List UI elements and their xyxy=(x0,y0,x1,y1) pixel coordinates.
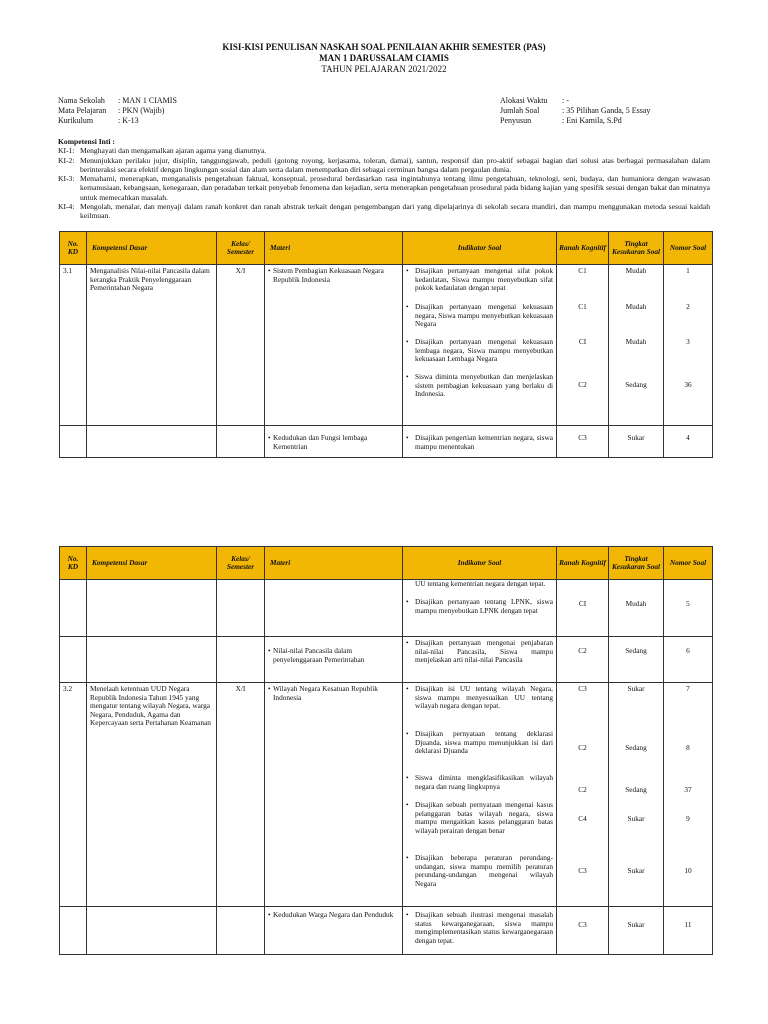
doc-title-line3: TAHUN PELAJARAN 2021/2022 xyxy=(321,64,447,74)
cell-nomor xyxy=(664,265,713,426)
ki-label: KI-2: xyxy=(58,155,75,165)
indikator-text: Siswa diminta mengklasifikasikan wilayah negara dan ruang lingkupnya xyxy=(415,773,553,791)
cell-tingkat: Sukar xyxy=(609,426,664,458)
meta-label: Alokasi Waktu xyxy=(500,96,548,105)
ranah-value: C3 xyxy=(578,866,587,875)
indikator-text: Disajikan pertanyaan mengenai penjabaran nilai-nilai Pancasila, Siswa mampu menjelaskan arti nilai-nilai Pancasila xyxy=(415,638,553,665)
materi-text: Wilayah Negara Kesatuan Republik Indonesia xyxy=(273,684,378,702)
meta-value: : 35 Pilihan Ganda, 5 Essay xyxy=(562,106,651,115)
ranah-value: C1 xyxy=(578,266,587,275)
cell-tingkat: Sedang xyxy=(609,637,664,683)
cell-kelas xyxy=(217,907,265,955)
meta-value: : K-13 xyxy=(118,116,139,125)
ki-item xyxy=(58,156,710,175)
table-row xyxy=(60,907,713,955)
indikator-text: Disajikan sebuah ilustrasi mengenai masalah status kewarganegaraan, siswa mampu mengimplementasikan status kewarganegaraan dengan tepat. xyxy=(415,910,553,945)
tingkat-value: Mudah xyxy=(625,337,647,346)
table-header-row xyxy=(60,547,713,580)
indikator-text: Disajikan pengertian kementrian negara, siswa mampu menentukan xyxy=(415,433,553,451)
ranah-value: C4 xyxy=(578,814,587,823)
ranah-value: C2 xyxy=(578,380,587,389)
nomor-value: 3 xyxy=(686,337,690,346)
col-header-no-kd: No. KD xyxy=(60,547,87,580)
meta-value: : PKN (Wajib) xyxy=(118,106,165,115)
tingkat-value: Sukar xyxy=(627,684,645,693)
ki-label: KI-4: xyxy=(58,202,75,212)
bullet-icon: • xyxy=(406,433,409,442)
cell-no-kd xyxy=(60,426,87,458)
cell-indikator xyxy=(403,637,557,683)
cell-kd xyxy=(87,637,217,683)
doc-title-line2: MAN 1 DARUSSALAM CIAMIS xyxy=(319,53,449,63)
bullet-icon: • xyxy=(406,372,409,381)
nomor-value: 10 xyxy=(684,866,692,875)
nomor-value: 1 xyxy=(686,266,690,275)
bullet-icon: • xyxy=(406,597,409,606)
table-row xyxy=(60,426,713,458)
col-header-no-kd: No. KD xyxy=(60,232,87,265)
ki-item xyxy=(58,174,710,202)
table-header-row xyxy=(60,232,713,265)
bullet-icon: • xyxy=(406,773,409,782)
meta-value: : Eni Kamila, S.Pd xyxy=(562,116,622,125)
nomor-value: 37 xyxy=(684,785,692,794)
cell-kelas xyxy=(217,637,265,683)
col-header-nomor: Nomor Soal xyxy=(664,547,713,580)
cell-ranah xyxy=(557,265,609,426)
table-row xyxy=(60,580,713,637)
col-header-ranah: Ranah Kognitif xyxy=(557,232,609,265)
table-row xyxy=(60,637,713,683)
ki-heading: Kompetensi Inti : xyxy=(58,137,115,146)
materi-text: Nilai-nilai Pancasila dalam penyelenggaraan Pemerintahan xyxy=(273,646,365,664)
bullet-mark: • xyxy=(268,910,271,919)
ranah-value: C2 xyxy=(578,785,587,794)
ranah-value: C1 xyxy=(578,302,587,311)
cell-indikator xyxy=(403,426,557,458)
col-header-kelas: Kelas/ Semester xyxy=(217,547,265,580)
cell-kd xyxy=(87,426,217,458)
ki-text: Mengolah, menalar, dan menyaji dalam ranah konkret dan ranah abstrak terkait dengan pengembangan dari yang dipelajarinya di sekolah secara mandiri, dan mampu menggunakan metoda sesuai kaidah keilmuan. xyxy=(80,202,710,221)
materi-text: Kedudukan Warga Negara dan Penduduk xyxy=(273,910,394,919)
col-header-tingkat: Tingkat Kesukaran Soal xyxy=(609,547,664,580)
cell-tingkat: Mudah xyxy=(609,580,664,637)
meta-label: Jumlah Soal xyxy=(500,106,540,115)
bullet-icon: • xyxy=(406,266,409,275)
ranah-value: CI xyxy=(578,337,587,346)
bullet-mark: • xyxy=(268,433,271,442)
indikator-text: Disajikan isi UU tentang wilayah Negara, siswa mampu menyesuaikan UU tentang wilayah negara dengan tepat. xyxy=(415,684,553,711)
cell-kelas: X/I xyxy=(217,265,265,426)
tingkat-value: Sukar xyxy=(627,814,645,823)
kisi-table-2 xyxy=(59,546,713,955)
cell-nomor: 5 xyxy=(664,580,713,637)
cell-no-kd: 3.1 xyxy=(60,265,87,426)
tingkat-value: Sedang xyxy=(625,743,647,752)
table-row xyxy=(60,683,713,907)
bullet-mark: • xyxy=(268,646,271,655)
bullet-icon: • xyxy=(406,910,409,919)
cell-kelas xyxy=(217,426,265,458)
cell-materi xyxy=(265,265,403,426)
cell-materi xyxy=(265,637,403,683)
cell-kd: Menelaah ketentuan UUD Negara Republik Indonesia Tahun 1945 yang mengatur tentang wilayah Negara, warga Negara, Penduduk, Agama dan Kepercayaan serta Pertahanan Keamanan xyxy=(87,683,217,907)
indikator-text: Disajikan pertanyaan tentang LPNK, siswa mampu menyebutkan LPNK dengan tepat xyxy=(415,597,553,615)
cell-kelas xyxy=(217,580,265,637)
ki-text: Menunjukkan perilaku jujur, disiplin, tanggungjawab, peduli (gotong royong, kerjasama, toleran, damai), santun, responsif dan pro-aktif sebagai bagian dari solusi atas berbagai permasalahan dalam berinteraksi secara efektif dengan lingkungan sosial dan alam serta dalam menempatkan diri sebagai cerminan bangsa dalam pergaulan dunia. xyxy=(80,155,710,174)
meta-value: : MAN 1 CIAMIS xyxy=(118,96,177,105)
tingkat-value: Sukar xyxy=(627,866,645,875)
col-header-kd: Kompetensi Dasar xyxy=(87,547,217,580)
cell-materi xyxy=(265,907,403,955)
cell-ranah: CI xyxy=(557,580,609,637)
ki-label: KI-1: xyxy=(58,146,75,156)
cell-indikator xyxy=(403,907,557,955)
ki-label: KI-3: xyxy=(58,174,75,184)
kisi-table-1 xyxy=(59,231,713,458)
cell-kd: Menganalisis Nilai-nilai Pancasila dalam kerangka Praktik Penyelenggaraan Pemerintahan Negara xyxy=(87,265,217,426)
bullet-icon: • xyxy=(406,302,409,311)
tingkat-value: Mudah xyxy=(625,266,647,275)
meta-label: Kurikulum xyxy=(58,116,94,125)
nomor-value: 7 xyxy=(686,684,690,693)
cell-ranah: C3 xyxy=(557,426,609,458)
meta-right xyxy=(500,96,650,126)
cell-materi xyxy=(265,683,403,907)
tingkat-value: Sedang xyxy=(625,785,647,794)
nomor-value: 9 xyxy=(686,814,690,823)
bullet-icon: • xyxy=(406,729,409,738)
indikator-text: Disajikan pernyataan tentang deklarasi Djuanda, siswa mampu menunjukkan isi dari deklarasi Djuanda xyxy=(415,729,553,756)
ki-text: Menghayati dan mengamalkan ajaran agama yang dianutnya. xyxy=(80,146,267,156)
bullet-icon: • xyxy=(406,684,409,693)
cell-no-kd xyxy=(60,637,87,683)
cell-indikator xyxy=(403,265,557,426)
indikator-text: Disajikan pertanyaan mengenai kekuasaan lembaga negara, Siswa mampu menyebutkan kekuasaan Lembaga Negara xyxy=(415,337,553,364)
bullet-icon: • xyxy=(406,800,409,809)
cell-no-kd: 3.2 xyxy=(60,683,87,907)
cell-tingkat xyxy=(609,683,664,907)
cell-kelas: X/I xyxy=(217,683,265,907)
bullet-mark: • xyxy=(268,266,271,275)
cell-nomor xyxy=(664,683,713,907)
col-header-indikator: Indikator Soal xyxy=(403,232,557,265)
indikator-text: Siswa diminta menyebutkan dan menjelaskan sistem pembagian kekuasaan yang berlaku di Indonesia. xyxy=(415,372,553,399)
col-header-kd: Kompetensi Dasar xyxy=(87,232,217,265)
ranah-value: C3 xyxy=(578,684,587,693)
col-header-tingkat: Tingkat Kesukaran Soal xyxy=(609,232,664,265)
col-header-nomor: Nomor Soal xyxy=(664,232,713,265)
ki-item xyxy=(58,202,710,221)
col-header-materi: Materi xyxy=(265,232,403,265)
ki-text: Memahami, menerapkan, menganalisis pengetahuan faktual, konseptual, prosedural berdasarkan rasa ingintahunya tentang ilmu pengetahuan, teknologi, seni, budaya, dan humaniora dengan wawasan kemanusiaan, kebangsaan, kenegaraan, dan peradaban terkait penyebab fenomena dan kejadian, serta menerapkan pengetahuan prosedural pada bidang kajian yang spesifik sesuai dengan bakat dan minatnya untuk memecahkan masalah. xyxy=(80,174,710,202)
nomor-value: 8 xyxy=(686,743,690,752)
cell-indikator xyxy=(403,683,557,907)
bullet-icon: • xyxy=(406,337,409,346)
tingkat-value: Mudah xyxy=(625,302,647,311)
cell-indikator xyxy=(403,580,557,637)
meta-label: Nama Sekolah xyxy=(58,96,105,105)
cell-no-kd xyxy=(60,580,87,637)
tingkat-value: Sedang xyxy=(625,380,647,389)
meta-left xyxy=(58,96,177,126)
cell-nomor: 6 xyxy=(664,637,713,683)
materi-text: Sistem Pembagian Kekuasaan Negara Republik Indonesia xyxy=(273,266,384,284)
meta-label: Penyusun xyxy=(500,116,532,125)
meta-value: : - xyxy=(562,96,569,105)
cell-ranah: C2 xyxy=(557,637,609,683)
meta-label: Mata Pelajaran xyxy=(58,106,107,115)
indikator-text: Disajikan pertanyaan mengenai sifat pokok kedaulatan, Siswa mampu menyebutkan sifat pokok kedaulatan dengan tepat xyxy=(415,266,553,293)
table-row xyxy=(60,265,713,426)
cell-kd xyxy=(87,580,217,637)
cell-tingkat xyxy=(609,265,664,426)
cell-materi xyxy=(265,580,403,637)
col-header-kelas: Kelas/ Semester xyxy=(217,232,265,265)
materi-text: Kedudukan dan Fungsi lembaga Kementrian xyxy=(273,433,368,451)
bullet-icon: • xyxy=(406,638,409,647)
kompetensi-inti xyxy=(58,137,710,221)
indikator-text: Disajikan beberapa peraturan perundang-undangan, siswa mampu memilih peraturan perundang-undangan mengenai wilayah Negara xyxy=(415,853,553,888)
ranah-value: C2 xyxy=(578,743,587,752)
cell-materi xyxy=(265,426,403,458)
ki-item xyxy=(58,146,710,155)
cell-nomor: 4 xyxy=(664,426,713,458)
col-header-materi: Materi xyxy=(265,547,403,580)
bullet-icon: • xyxy=(406,853,409,862)
nomor-value: 36 xyxy=(684,380,692,389)
nomor-value: 2 xyxy=(686,302,690,311)
col-header-ranah: Ranah Kognitif xyxy=(557,547,609,580)
cell-tingkat: Sukar xyxy=(609,907,664,955)
cell-nomor: 11 xyxy=(664,907,713,955)
bullet-mark: • xyxy=(268,684,271,693)
cell-ranah: C3 xyxy=(557,907,609,955)
cell-kd xyxy=(87,907,217,955)
cell-no-kd xyxy=(60,907,87,955)
cell-ranah xyxy=(557,683,609,907)
indikator-text: Disajikan sebuah pernyataan mengenai kasus pelanggaran batas wilayah negara, siswa mampu mengaitkan kasus pelanggaran batas wilayah perairan dengan benar xyxy=(415,800,553,835)
col-header-indikator: Indikator Soal xyxy=(403,547,557,580)
indikator-continuation: UU tentang kementrian negara dengan tepat. xyxy=(415,579,546,588)
indikator-text: Disajikan pertanyaan mengenai kekuasaan negara, Siswa mampu menyebutkan kekuasaan Negara xyxy=(415,302,553,329)
doc-title-line1: KISI-KISI PENULISAN NASKAH SOAL PENILAIAN AKHIR SEMESTER (PAS) xyxy=(222,42,546,52)
